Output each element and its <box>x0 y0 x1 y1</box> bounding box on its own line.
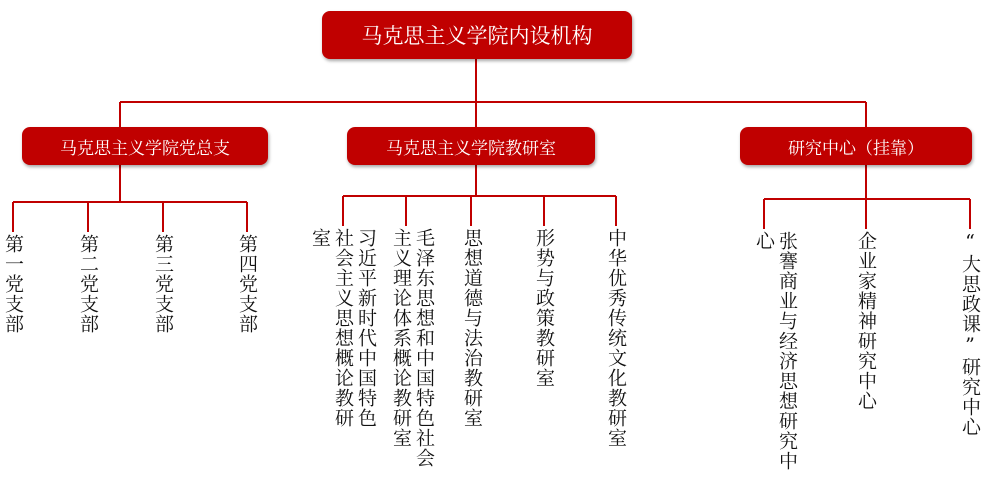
leaf-office-traditional-culture: 中华优秀传统文化教研室 <box>605 228 627 448</box>
leaf-office-xi-thought: 习近平新时代中国特色社会主义思想概论教研室 <box>309 228 377 428</box>
branch-party-committee <box>22 127 268 165</box>
leaf-office-morality-law: 思想道德与法治教研室 <box>461 228 483 428</box>
root-label: 马克思主义学院内设机构 <box>361 24 593 48</box>
leaf-office-situation-policy: 形势与政策教研室 <box>533 228 555 388</box>
leaf-center-zhang-jian: 张謇商业与经济思想研究中心 <box>753 231 798 471</box>
branch-label: 马克思主义学院党总支 <box>60 138 230 159</box>
branch-teaching-offices <box>347 127 595 165</box>
leaf-party-branch-4: 第四党支部 <box>236 234 258 334</box>
branch-research-centers <box>740 127 972 165</box>
root-node <box>322 11 632 59</box>
leaf-party-branch-3: 第三党支部 <box>152 234 174 334</box>
leaf-center-big-ideology: “大思政课”研究中心 <box>959 231 981 437</box>
leaf-office-mao-theory: 毛泽东思想和中国特色社会主义理论体系概论教研室 <box>390 228 435 468</box>
branch-label: 马克思主义学院教研室 <box>386 138 556 159</box>
branch-label: 研究中心（挂靠） <box>788 138 924 159</box>
leaf-party-branch-1: 第一党支部 <box>2 234 24 334</box>
leaf-center-entrepreneurship: 企业家精神研究中心 <box>855 231 877 411</box>
leaf-party-branch-2: 第二党支部 <box>77 234 99 334</box>
